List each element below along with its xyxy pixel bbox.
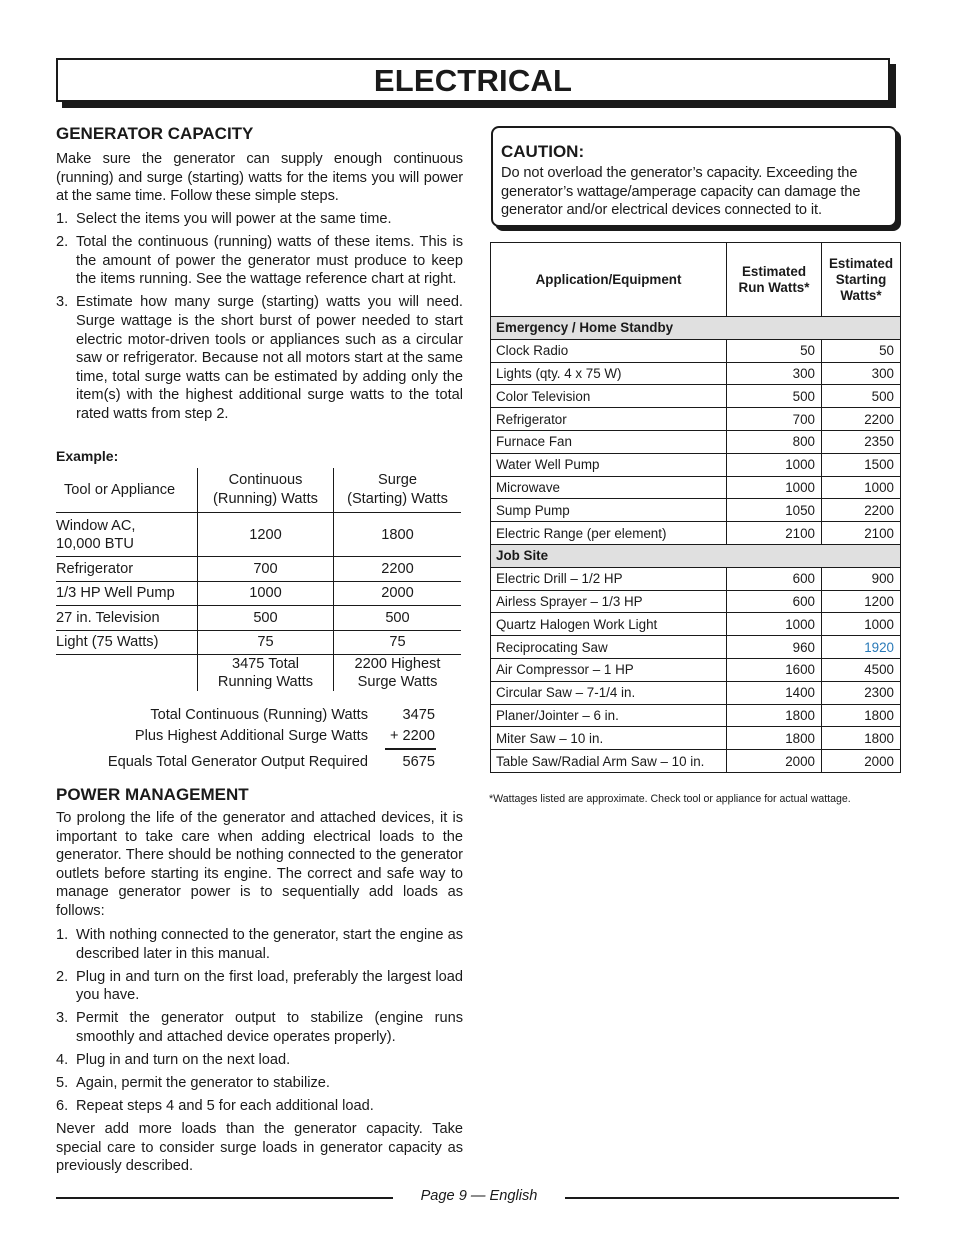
power-management-heading: POWER MANAGEMENT — [56, 785, 249, 804]
capacity-steps — [56, 210, 463, 428]
cell-start: 500 — [822, 385, 901, 408]
header-cell: Estimated Starting Watts* — [822, 243, 901, 317]
cell-run: 1800 — [727, 704, 822, 727]
power-management-intro: To prolong the life of the generator and attached devices, it is important to take care when adding electrical loads to the generator. There should be nothing connected to the generator outlets before starting its engine. The correct and safe way to manage generator power is to sequentially add loads as follows: — [56, 810, 463, 919]
cell-item: Airless Sprayer – 1/3 HP — [491, 590, 727, 613]
cell-run: 2000 — [727, 750, 822, 773]
section-title: Emergency / Home Standby — [491, 317, 901, 340]
table-row — [491, 385, 901, 408]
power-management-closing: Never add more loads than the generator capacity. Take special care to consider surge loads in generator capacity as previously described. — [56, 1121, 463, 1175]
cell-start: 2000 — [822, 750, 901, 773]
list-item: 2. Total the continuous (running) watts of these items. This is the amount of power the generator must produce to keep the items running. See the wattage reference chart at right. — [56, 234, 463, 288]
table-section-row — [491, 317, 901, 340]
cell-start: 2100 — [822, 522, 901, 545]
header-cell: Application/Equipment — [491, 243, 727, 317]
header-cell: Tool or Appliance — [56, 468, 198, 513]
table-row — [491, 339, 901, 362]
generator-capacity-heading: GENERATOR CAPACITY — [56, 124, 254, 143]
cell-start: 2350 — [822, 430, 901, 453]
footer-rule-right — [565, 1197, 899, 1199]
cell-run: 700 — [727, 408, 822, 431]
cell-start: 2300 — [822, 681, 901, 704]
total-running-label: Total Continuous (Running) Watts — [150, 707, 368, 723]
cell-item: Quartz Halogen Work Light — [491, 613, 727, 636]
cell-run: 1800 — [727, 727, 822, 750]
cell-run: 2100 — [727, 522, 822, 545]
cell-item: Table Saw/Radial Arm Saw – 10 in. — [491, 750, 727, 773]
cell-start: 1200 — [822, 590, 901, 613]
list-item: 2. Plug in and turn on the first load, preferably the largest load you have. — [56, 968, 463, 1004]
cell-run: 1400 — [727, 681, 822, 704]
cell-run: 500 — [727, 385, 822, 408]
table-header-row — [56, 468, 461, 513]
table-row — [491, 750, 901, 773]
sum-rule — [385, 748, 436, 750]
table-row — [491, 499, 901, 522]
table-section-row — [491, 544, 901, 567]
table-row — [491, 727, 901, 750]
cell-start: 900 — [822, 567, 901, 590]
cell-item: Electric Range (per element) — [491, 522, 727, 545]
total-running-value: 3475 — [402, 707, 435, 723]
list-item: 3. Permit the generator output to stabilize (engine runs smoothly and attached device operates properly). — [56, 1010, 463, 1045]
cell-item: Miter Saw – 10 in. — [491, 727, 727, 750]
table-row — [491, 590, 901, 613]
surge-value: + 2200 — [389, 728, 435, 744]
generator-capacity-intro: Make sure the generator can supply enough continuous (running) and surge (starting) watts for the items you will power at the same time. Follow these simple steps. — [56, 151, 463, 205]
cell-run: 800 — [727, 430, 822, 453]
list-item: 1. With nothing connected to the generator, start the engine as described later in this manual. — [56, 927, 463, 962]
header-cell: Continuous (Running) Watts — [198, 468, 334, 513]
cell-run: 1600 — [727, 658, 822, 681]
table-row — [491, 453, 901, 476]
cell-item: Water Well Pump — [491, 453, 727, 476]
table-row: 27 in. Television 500 500 — [56, 606, 461, 631]
cell-start: 50 — [822, 339, 901, 362]
surge-label: Plus Highest Additional Surge Watts — [134, 728, 368, 744]
cell-start: 1800 — [822, 704, 901, 727]
cell-item: Sump Pump — [491, 499, 727, 522]
section-title: Job Site — [491, 544, 901, 567]
table-row — [491, 476, 901, 499]
table-row — [491, 704, 901, 727]
cell-run: 600 — [727, 590, 822, 613]
list-item: 1. Select the items you will power at the same time. — [56, 211, 392, 227]
table-header-row — [491, 243, 901, 317]
header-cell: Surge (Starting) Watts — [334, 468, 462, 513]
cell-start: 1000 — [822, 613, 901, 636]
cell-item: Clock Radio — [491, 339, 727, 362]
table-row — [491, 613, 901, 636]
table-row — [491, 522, 901, 545]
wattage-table — [490, 242, 901, 773]
list-item: 4. Plug in and turn on the next load. — [56, 1052, 291, 1069]
cell-item: Color Television — [491, 385, 727, 408]
cell-start: 1500 — [822, 453, 901, 476]
wattage-footnote: *Wattages listed are approximate. Check tool or appliance for actual wattage. — [489, 793, 851, 805]
header-cell: Estimated Run Watts* — [727, 243, 822, 317]
cell-item: Microwave — [491, 476, 727, 499]
table-row — [491, 362, 901, 385]
cell-run: 1000 — [727, 476, 822, 499]
list-item: 3. Estimate how many surge (starting) watts you will need. Surge wattage is the short burst of power needed to start electric motor-driven tools or appliances such as a circular saw or refrigerator. Because not all motors start at the same time, total surge watts can be estimated by adding only the item(s) with the highest additional surge watts to the total rated watts from step 2. — [56, 294, 463, 422]
cell-start: 2200 — [822, 408, 901, 431]
cell-item: Refrigerator — [491, 408, 727, 431]
table-totals-row: 3475 Total Running Watts 2200 Highest Surge Watts — [56, 655, 461, 692]
cell-run: 300 — [727, 362, 822, 385]
table-row — [491, 681, 901, 704]
cell-start: 4500 — [822, 658, 901, 681]
example-table — [56, 468, 461, 691]
cell-item: Furnace Fan — [491, 430, 727, 453]
cell-item: Lights (qty. 4 x 75 W) — [491, 362, 727, 385]
cell-run: 960 — [727, 636, 822, 659]
cell-run: 50 — [727, 339, 822, 362]
table-row — [491, 567, 901, 590]
table-row: 1/3 HP Well Pump 1000 2000 — [56, 581, 461, 606]
cell-start: 1000 — [822, 476, 901, 499]
example-label: Example: — [56, 448, 119, 464]
caution-heading: CAUTION: — [501, 142, 585, 161]
list-item: 5. Again, permit the generator to stabilize. — [56, 1075, 330, 1092]
cell-item: Electric Drill – 1/2 HP — [491, 567, 727, 590]
footer-rule-left — [56, 1197, 393, 1199]
power-steps — [56, 926, 463, 1120]
cell-start: 1920 — [822, 636, 901, 659]
cell-run: 1000 — [727, 613, 822, 636]
cell-start: 1800 — [822, 727, 901, 750]
table-row: Light (75 Watts) 75 75 — [56, 630, 461, 655]
cell-start: 300 — [822, 362, 901, 385]
output-required-value: 5675 — [402, 754, 435, 770]
cell-run: 1050 — [727, 499, 822, 522]
cell-item: Reciprocating Saw — [491, 636, 727, 659]
cell-run: 600 — [727, 567, 822, 590]
table-row — [491, 658, 901, 681]
cell-item: Circular Saw – 7-1/4 in. — [491, 681, 727, 704]
cell-run: 1000 — [727, 453, 822, 476]
cell-start: 2200 — [822, 499, 901, 522]
table-row — [491, 636, 901, 659]
page-title: ELECTRICAL — [56, 58, 890, 102]
table-row: Window AC, 10,000 BTU 1200 1800 — [56, 513, 461, 557]
caution-box — [491, 126, 897, 227]
table-row — [491, 430, 901, 453]
table-row — [491, 408, 901, 431]
page-number: Page 9 — English — [420, 1188, 538, 1204]
caution-text: Do not overload the generator’s capacity. Exceeding the generator’s wattage/amperage capacity can damage the generator and/or electrical devices connected to it. — [501, 165, 861, 219]
table-row: Refrigerator 700 2200 — [56, 557, 461, 582]
list-item: 6. Repeat steps 4 and 5 for each additional load. — [56, 1098, 374, 1115]
cell-item: Planer/Jointer – 6 in. — [491, 704, 727, 727]
output-required-label: Equals Total Generator Output Required — [107, 754, 368, 770]
cell-item: Air Compressor – 1 HP — [491, 658, 727, 681]
